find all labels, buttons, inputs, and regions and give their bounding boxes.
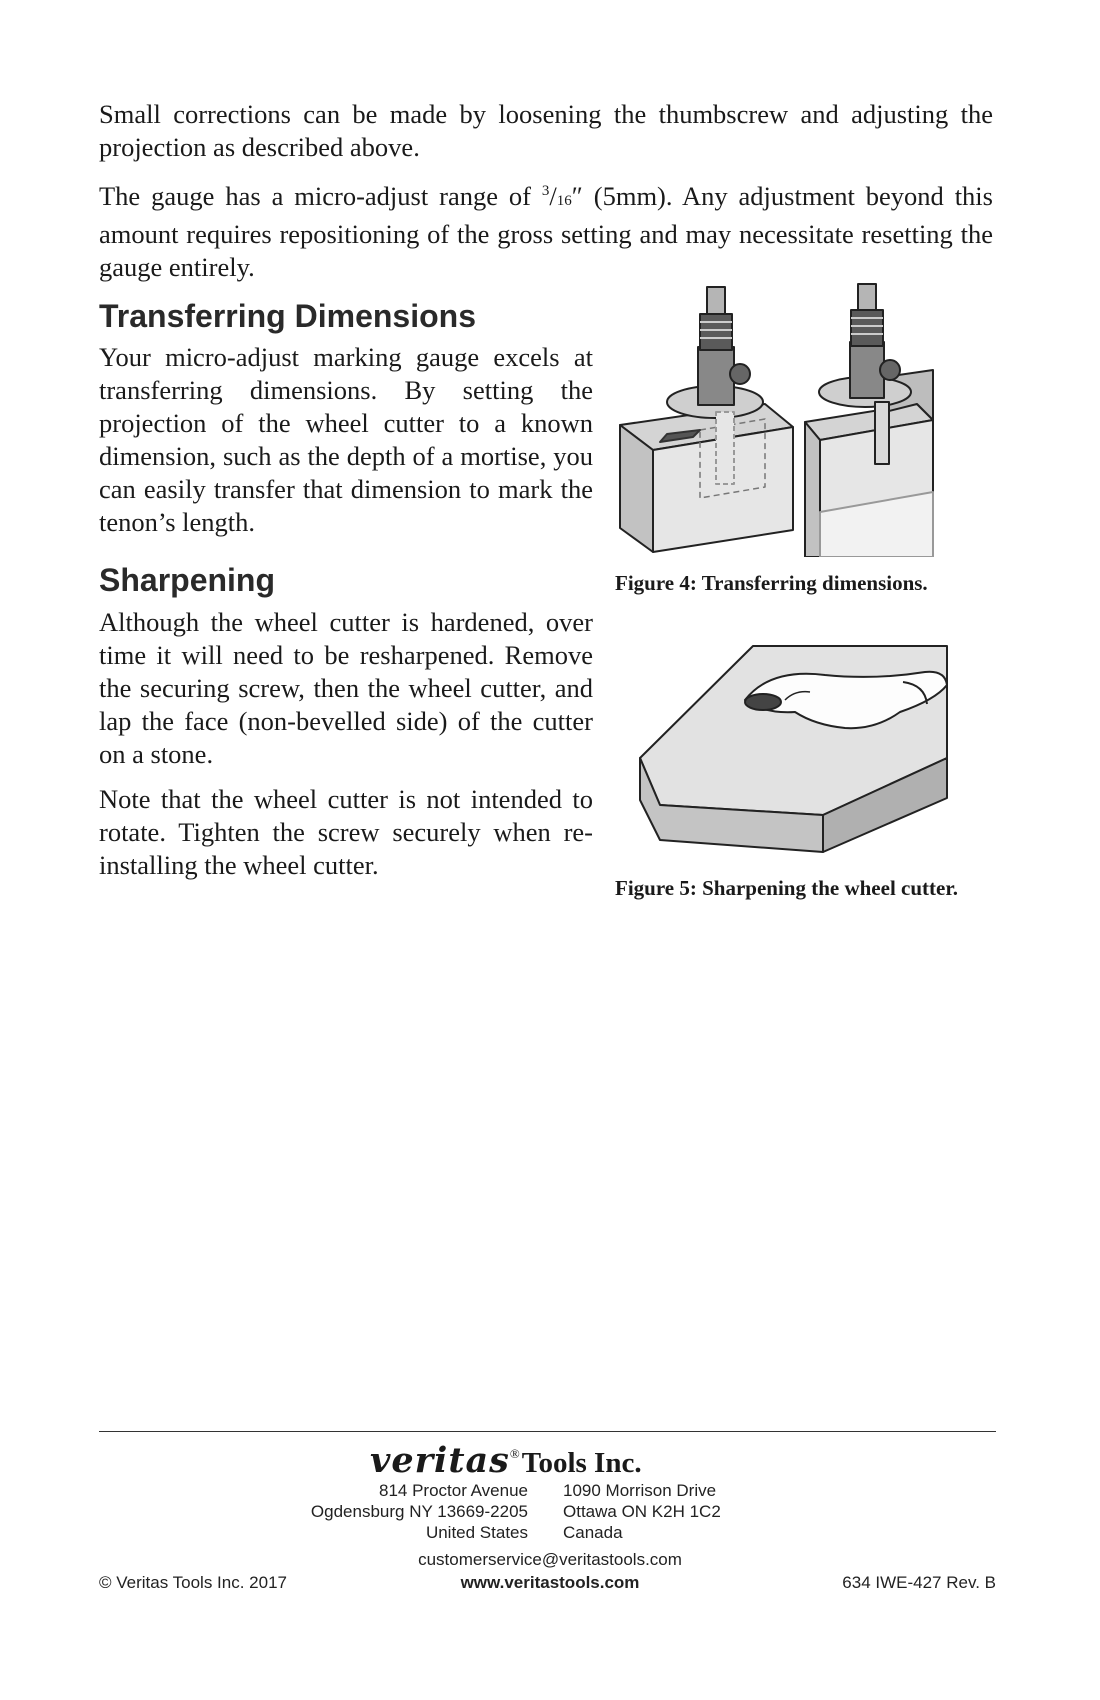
logo-tools-inc: Tools Inc. [521, 1447, 642, 1479]
tenon-block-front [805, 422, 820, 557]
logo-wordmark: veritas [370, 1440, 510, 1481]
intro-paragraph: Small corrections can be made by loosening the thumbscrew and adjusting the projection as described above. [99, 99, 993, 162]
figure-4-illustration [615, 282, 960, 557]
sharpening-heading: Sharpening [99, 562, 276, 598]
sharpening-note-paragraph: Note that the wheel cutter is not intended to rotate. Tighten the screw securely when re-installing the wheel cutter. [99, 784, 593, 880]
copyright-notice: © Veritas Tools Inc. 2017 [99, 1573, 287, 1592]
us-address [258, 1480, 528, 1543]
logo-registered-mark: ® [509, 1446, 520, 1461]
wheel-cutter [745, 694, 781, 710]
thumbscrew-right [880, 360, 900, 380]
canada-address-line: Ottawa ON K2H 1C2 [563, 1502, 721, 1521]
figure-5-illustration [635, 640, 965, 860]
thumbscrew-left [730, 364, 750, 384]
figure-5-caption: Figure 5: Sharpening the wheel cutter. [615, 876, 958, 900]
transferring-heading: Transferring Dimensions [99, 298, 476, 334]
us-address-line: United States [425, 1523, 528, 1542]
document-code: 634 IWE-427 Rev. B [842, 1573, 996, 1592]
website-link[interactable]: www.veritastools.com [460, 1573, 640, 1592]
fraction-denominator: 16 [556, 192, 572, 209]
email-address[interactable]: customerservice@veritastools.com [418, 1550, 682, 1569]
canada-address-line: Canada [563, 1523, 623, 1542]
micro-adjust-text-start: The gauge has a micro-adjust range of [99, 180, 542, 211]
us-address-line: 814 Proctor Avenue [378, 1481, 528, 1500]
sharpening-paragraph: Although the wheel cutter is hardened, over time it will need to be resharpened. Remove the securing screw, then the wheel cutter, and lap the face (non-bevelled side) of the cutter on a stone. [99, 607, 593, 769]
canada-address-line: 1090 Morrison Drive [563, 1481, 717, 1500]
transferring-paragraph: Your micro-adjust marking gauge excels at transferring dimensions. By setting the projection of the wheel cutter to a known dimension, such as the depth of a mortise, you can easily transfer that dimension to mark the tenon’s length. [99, 342, 593, 537]
us-address-line: Ogdensburg NY 13669-2205 [310, 1502, 528, 1521]
micro-adjust-text-end: ″ (5mm). Any adjustment beyond this amount requires repositioning of the gross setting and may necessitate resetting the gauge entirely. [99, 180, 993, 282]
veritas-logo [370, 1440, 642, 1481]
canada-address [563, 1480, 813, 1543]
figure-4-caption: Figure 4: Transferring dimensions. [615, 571, 928, 595]
fraction-numerator: 3 [541, 183, 550, 199]
footer-divider [99, 1431, 996, 1432]
micro-adjust-paragraph: The gauge has a micro-adjust range of $^3$/16″ (5mm). Any adjustment beyond this amount requires repositioning of the gross setting and may necessitate resetting the gauge entirely. [99, 180, 993, 282]
